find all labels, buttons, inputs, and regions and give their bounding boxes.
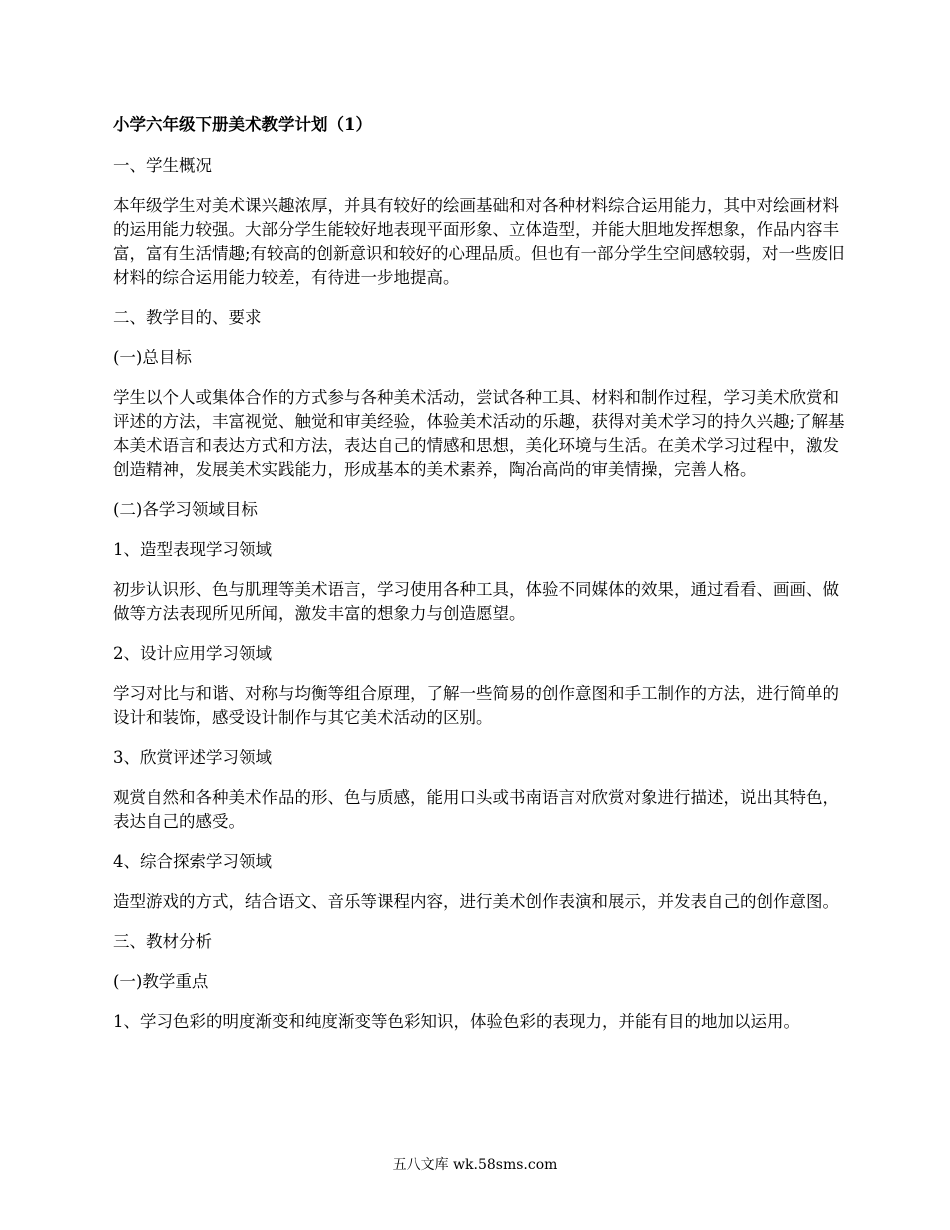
section-heading-textbook-analysis: 三、教材分析	[113, 932, 212, 951]
subheading-overall-goal: (一)总目标	[113, 348, 192, 367]
paragraph-student-overview: 本年级学生对美术课兴趣浓厚，并具有较好的绘画基础和对各种材料综合运用能力，其中对绘画材料的运用能力较强。大部分学生能较好地表现平面形象、立体造型，并能大胆地发挥想象，作品内容丰富，富有生活情趣;有较高的创新意识和较好的心理品质。但也有一部分学生空间感较弱，对一些废旧材料的综合运用能力较差，有待进一步地提高。	[113, 196, 845, 287]
paragraph-modeling-domain: 初步认识形、色与肌理等美术语言，学习使用各种工具，体验不同媒体的效果，通过看看、画画、做做等方法表现所见所闻，激发丰富的想象力与创造愿望。	[113, 580, 839, 623]
paragraph-appreciation-domain: 观赏自然和各种美术作品的形、色与质感，能用口头或书南语言对欣赏对象进行描述，说出其特色，表达自己的感受。	[113, 788, 839, 831]
subheading-domain-goals: (二)各学习领域目标	[113, 500, 258, 519]
paragraph-exploration-domain: 造型游戏的方式，结合语文、音乐等课程内容，进行美术创作表演和展示，并发表自己的创作意图。	[113, 892, 839, 911]
section-heading-student-overview: 一、学生概况	[113, 156, 212, 175]
section-heading-teaching-goals: 二、教学目的、要求	[113, 308, 262, 327]
heading-design-domain: 2、设计应用学习领域	[113, 644, 272, 663]
paragraph-design-domain: 学习对比与和谐、对称与均衡等组合原理，了解一些简易的创作意图和手工制作的方法，进行简单的设计和装饰，感受设计制作与其它美术活动的区别。	[113, 684, 839, 727]
subheading-teaching-focus: (一)教学重点	[113, 972, 209, 991]
heading-exploration-domain: 4、综合探索学习领域	[113, 852, 272, 871]
paragraph-teaching-focus-1: 1、学习色彩的明度渐变和纯度渐变等色彩知识，体验色彩的表现力，并能有目的地加以运用。	[113, 1012, 800, 1031]
heading-modeling-domain: 1、造型表现学习领域	[113, 540, 272, 559]
document-body	[113, 112, 853, 1050]
page-footer: 五八文库 wk.58sms.com	[392, 1157, 558, 1173]
document-title: 小学六年级下册美术教学计划（1）	[113, 115, 372, 134]
heading-appreciation-domain: 3、欣赏评述学习领域	[113, 748, 272, 767]
paragraph-overall-goal: 学生以个人或集体合作的方式参与各种美术活动，尝试各种工具、材料和制作过程，学习美术欣赏和评述的方法，丰富视觉、触觉和审美经验，体验美术活动的乐趣，获得对美术学习的持久兴趣;了解基本美术语言和表达方式和方法，表达自己的情感和思想，美化环境与生活。在美术学习过程中，激发创造精神，发展美术实践能力，形成基本的美术素养，陶冶高尚的审美情操，完善人格。	[113, 388, 845, 479]
